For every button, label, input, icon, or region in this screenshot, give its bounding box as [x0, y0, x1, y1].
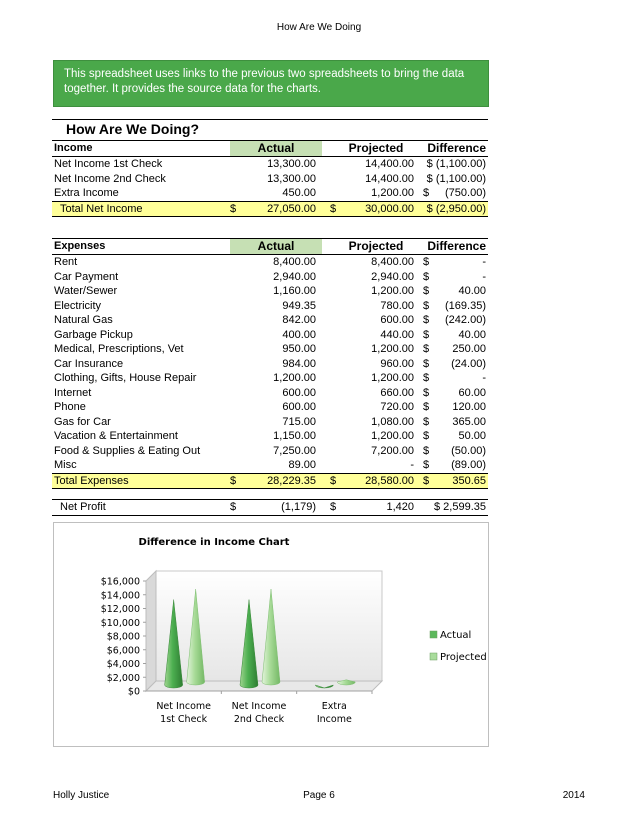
- income-total-dollar2: $: [330, 202, 337, 215]
- expense-difference: (242.00): [445, 314, 486, 326]
- expenses-total-dollar2: $: [330, 474, 337, 487]
- expense-difference: (50.00): [451, 444, 486, 457]
- expense-actual: 7,250.00: [273, 444, 316, 457]
- sheet-title: How Are We Doing?: [66, 121, 199, 137]
- expense-actual: 842.00: [282, 314, 316, 326]
- income-total-difference: $ (2,950.00): [426, 202, 486, 215]
- income-total-actual: 27,050.00: [267, 202, 316, 215]
- expense-row: [52, 299, 488, 314]
- expenses-total-actual: 28,229.35: [267, 474, 316, 487]
- net-profit-table: [52, 499, 488, 516]
- expense-actual: 89.00: [288, 459, 316, 471]
- expense-actual: 715.00: [282, 415, 316, 428]
- y-tick-label: $4,000: [106, 659, 140, 670]
- expense-diff-dollar: $: [423, 372, 430, 384]
- income-table: [52, 119, 488, 217]
- expenses-header-projected: Projected: [348, 239, 404, 253]
- expense-projected: 720.00: [380, 401, 414, 413]
- expense-row: [52, 357, 488, 372]
- income-actual: 13,300.00: [267, 172, 316, 185]
- expense-difference: -: [482, 270, 486, 283]
- y-tick-label: $10,000: [100, 617, 140, 629]
- x-category-label: 1st Check: [160, 714, 208, 725]
- income-header-label: Income: [54, 142, 93, 154]
- expense-row: [52, 429, 488, 444]
- expense-difference: (89.00): [451, 459, 486, 471]
- expense-label: Rent: [54, 256, 78, 268]
- expense-label: Natural Gas: [54, 314, 113, 326]
- expense-projected: 1,200.00: [371, 372, 414, 384]
- y-tick-label: $6,000: [106, 645, 140, 657]
- expenses-header-difference: Difference: [427, 239, 486, 253]
- expense-label: Internet: [54, 386, 92, 399]
- expense-row: [52, 415, 488, 430]
- expense-actual: 950.00: [282, 343, 316, 355]
- income-projected: 14,400.00: [365, 158, 414, 170]
- expense-actual: 1,200.00: [273, 372, 316, 384]
- expenses-total-dollar3: $: [423, 474, 430, 487]
- net-profit-dollar2: $: [330, 501, 337, 513]
- expense-rows: [52, 255, 488, 473]
- expense-diff-dollar: $: [423, 285, 430, 297]
- expense-difference: 365.00: [452, 415, 486, 428]
- income-rows: [52, 157, 488, 201]
- x-category-label: Income: [316, 714, 352, 725]
- footer-page: Page 6: [303, 790, 335, 801]
- income-total-dollar1: $: [230, 202, 237, 215]
- expense-difference: 50.00: [458, 430, 486, 442]
- y-tick-label: $16,000: [100, 576, 140, 588]
- expense-actual: 600.00: [282, 401, 316, 413]
- income-projected: 1,200.00: [371, 187, 414, 199]
- expense-actual: 1,160.00: [273, 285, 316, 297]
- expense-row: [52, 284, 488, 299]
- expenses-header-row: [52, 238, 488, 255]
- expense-diff-dollar: $: [423, 459, 430, 471]
- expense-label: Car Payment: [54, 270, 119, 283]
- net-profit-difference: $ 2,599.35: [434, 501, 486, 513]
- expense-diff-dollar: $: [423, 415, 430, 428]
- income-difference: (750.00): [445, 187, 486, 199]
- income-chart-svg: [54, 523, 488, 746]
- expense-difference: 40.00: [458, 285, 486, 297]
- expense-diff-dollar: $: [423, 270, 430, 283]
- expense-row: [52, 458, 488, 473]
- expense-label: Medical, Prescriptions, Vet: [54, 343, 184, 355]
- page-header: How Are We Doing: [276, 22, 362, 33]
- income-label: Net Income 1st Check: [54, 158, 163, 170]
- expense-difference: (24.00): [451, 357, 486, 370]
- y-tick-label: $8,000: [106, 631, 140, 643]
- income-total-label: Total Net Income: [60, 202, 143, 215]
- expenses-header-label: Expenses: [54, 240, 106, 252]
- expense-row: [52, 328, 488, 343]
- y-tick-label: $12,000: [100, 604, 140, 615]
- x-category-label: Net Income: [156, 701, 211, 712]
- net-profit-actual: (1,179): [281, 501, 316, 513]
- income-total-projected: 30,000.00: [365, 202, 414, 215]
- expense-difference: (169.35): [445, 299, 486, 312]
- income-header-actual: Actual: [230, 141, 322, 156]
- net-profit-row: [52, 499, 488, 516]
- expense-label: Garbage Pickup: [54, 328, 133, 341]
- info-note: This spreadsheet uses links to the previous two spreadsheets to bring the data together. It provides the source data for the charts.: [53, 60, 489, 107]
- expense-diff-dollar: $: [423, 386, 430, 399]
- expenses-total-projected: 28,580.00: [365, 474, 414, 487]
- expense-difference: 40.00: [458, 328, 486, 341]
- x-category-label: 2nd Check: [233, 714, 285, 725]
- income-difference: $ (1,100.00): [426, 158, 486, 170]
- income-actual: 450.00: [282, 187, 316, 199]
- expense-projected: 780.00: [380, 299, 414, 312]
- expense-projected: 7,200.00: [371, 444, 414, 457]
- expense-actual: 600.00: [282, 386, 316, 399]
- expense-label: Water/Sewer: [54, 285, 118, 297]
- expense-label: Car Insurance: [54, 357, 124, 370]
- income-projected: 14,400.00: [365, 172, 414, 185]
- expense-diff-dollar: $: [423, 314, 430, 326]
- expense-row: [52, 386, 488, 401]
- expense-difference: -: [482, 372, 486, 384]
- expense-actual: 1,150.00: [273, 430, 316, 442]
- expense-projected: 1,080.00: [371, 415, 414, 428]
- expense-projected: 8,400.00: [371, 256, 414, 268]
- expense-diff-dollar: $: [423, 357, 430, 370]
- y-tick-label: $14,000: [100, 590, 140, 602]
- net-profit-projected: 1,420: [386, 501, 414, 513]
- expense-actual: 984.00: [282, 357, 316, 370]
- expense-label: Clothing, Gifts, House Repair: [54, 372, 197, 384]
- income-row: [52, 172, 488, 187]
- expense-difference: 250.00: [452, 343, 486, 355]
- chart-side-wall: [146, 571, 156, 691]
- y-tick-label: $2,000: [106, 672, 140, 684]
- footer-author: Holly Justice: [53, 790, 110, 801]
- net-profit-dollar1: $: [230, 501, 237, 513]
- expense-label: Electricity: [54, 299, 102, 312]
- expense-label: Misc: [54, 459, 77, 471]
- expense-row: [52, 255, 488, 270]
- expense-row: [52, 342, 488, 357]
- x-category-label: Net Income: [231, 701, 287, 712]
- expense-projected: 1,200.00: [371, 343, 414, 355]
- expenses-total-row: [52, 473, 488, 490]
- income-chart: [53, 522, 489, 747]
- expense-label: Food & Supplies & Eating Out: [54, 444, 201, 457]
- expenses-total-label: Total Expenses: [54, 474, 129, 487]
- income-header-difference: Difference: [427, 141, 486, 155]
- income-actual: 13,300.00: [267, 158, 316, 170]
- expense-row: [52, 400, 488, 415]
- y-tick-label: $0: [127, 686, 140, 698]
- income-row: [52, 157, 488, 172]
- expense-row: [52, 371, 488, 386]
- legend-swatch-projected: [430, 653, 437, 660]
- income-label: Extra Income: [54, 187, 119, 199]
- income-row: [52, 186, 488, 201]
- expense-actual: 8,400.00: [273, 256, 316, 268]
- income-diff-dollar: $: [423, 187, 430, 199]
- expense-actual: 400.00: [282, 328, 316, 341]
- expense-actual: 949.35: [282, 299, 316, 312]
- expense-projected: 960.00: [380, 357, 414, 370]
- expense-difference: 60.00: [458, 386, 486, 399]
- expenses-header-actual: Actual: [230, 239, 322, 254]
- sheet-title-row: [52, 119, 488, 140]
- expense-difference: 120.00: [452, 401, 486, 413]
- expenses-total-dollar1: $: [230, 474, 237, 487]
- income-header-projected: Projected: [348, 141, 404, 155]
- expenses-table: [52, 238, 488, 489]
- x-category-label: Extra: [321, 701, 347, 712]
- expense-projected: 600.00: [380, 314, 414, 326]
- expense-diff-dollar: $: [423, 299, 430, 312]
- expense-diff-dollar: $: [423, 328, 430, 341]
- income-header-row: [52, 140, 488, 157]
- expense-diff-dollar: $: [423, 444, 430, 457]
- expense-label: Gas for Car: [54, 415, 111, 428]
- expenses-total-difference: 350.65: [452, 474, 486, 487]
- expense-projected: -: [410, 459, 414, 471]
- chart-title: Difference in Income Chart: [138, 537, 290, 548]
- net-profit-label: Net Profit: [60, 501, 106, 513]
- legend-label-projected: Projected: [440, 652, 487, 663]
- expense-diff-dollar: $: [423, 343, 430, 355]
- expense-row: [52, 444, 488, 459]
- expense-projected: 2,940.00: [371, 270, 414, 283]
- income-difference: $ (1,100.00): [426, 172, 486, 185]
- expense-projected: 440.00: [380, 328, 414, 341]
- footer-year: 2014: [562, 790, 585, 801]
- expense-difference: -: [482, 256, 486, 268]
- expense-diff-dollar: $: [423, 401, 430, 413]
- expense-projected: 1,200.00: [371, 430, 414, 442]
- expense-row: [52, 270, 488, 285]
- expense-label: Vacation & Entertainment: [54, 430, 178, 442]
- expense-projected: 660.00: [380, 386, 414, 399]
- expense-projected: 1,200.00: [371, 285, 414, 297]
- income-label: Net Income 2nd Check: [54, 172, 166, 185]
- income-total-row: [52, 201, 488, 218]
- expense-diff-dollar: $: [423, 256, 430, 268]
- legend-label-actual: Actual: [440, 630, 472, 641]
- expense-actual: 2,940.00: [273, 270, 316, 283]
- expense-label: Phone: [54, 401, 86, 413]
- expense-row: [52, 313, 488, 328]
- expense-diff-dollar: $: [423, 430, 430, 442]
- legend-swatch-actual: [430, 631, 437, 638]
